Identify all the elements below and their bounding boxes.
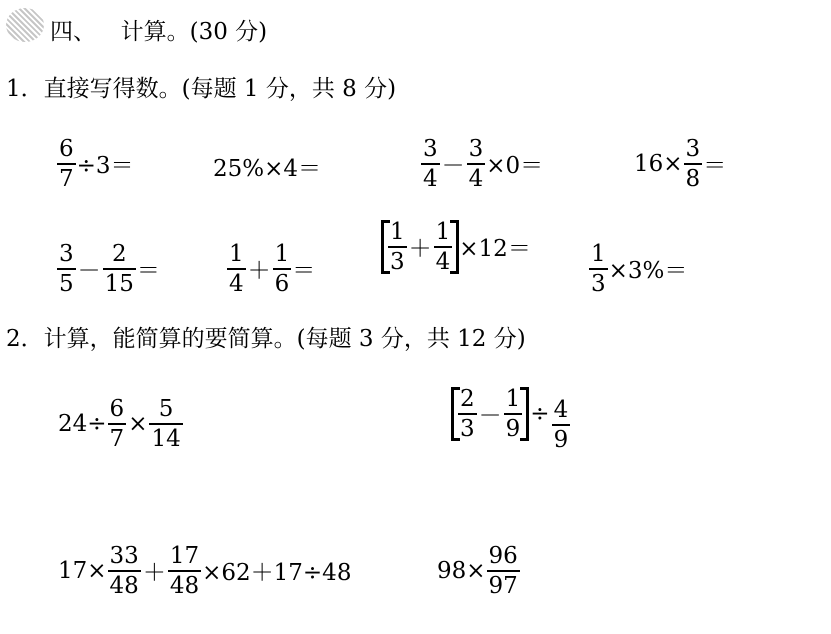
q1-expr-2: 25%×4＝: [213, 156, 322, 182]
fraction: $\frac{2}{15}$: [104, 241, 134, 297]
fraction: $\frac{3}{8}$: [685, 136, 701, 192]
question-2-heading: 2．计算，能简算的要简算。(每题 3 分，共 12 分): [6, 326, 526, 352]
q2-problem-2: $\frac{2}{3}$ － $\frac{1}{9}$ ÷ $\frac{4}{9}$: [451, 374, 571, 454]
q1-expr-3: $\frac{3}{4}$ － $\frac{3}{4}$ ×0＝: [423, 136, 544, 192]
fraction: $\frac{3}{5}$: [59, 241, 74, 297]
q1-expr-1: $\frac{6}{7}$ ÷3＝: [59, 136, 134, 192]
fraction: $\frac{4}{9}$: [553, 397, 569, 453]
parentheses: $\frac{1}{3}$ ＋ $\frac{1}{4}$: [381, 218, 459, 276]
parentheses: $\frac{2}{3}$ － $\frac{1}{9}$: [451, 385, 529, 443]
q1-expr-6: $\frac{1}{4}$ ＋ $\frac{1}{6}$ ＝: [229, 241, 316, 297]
section-heading: [50, 17, 267, 47]
question-1-heading: 1．直接写得数。(每题 1 分，共 8 分): [6, 76, 397, 102]
fraction: $\frac{5}{14}$: [151, 396, 181, 452]
fraction: $\frac{6}{7}$: [59, 136, 74, 192]
seal-stamp: [6, 8, 44, 42]
fraction: $\frac{2}{3}$: [460, 386, 475, 442]
fraction: $\frac{3}{4}$: [423, 136, 438, 192]
fraction: $\frac{33}{48}$: [109, 543, 139, 599]
fraction: $\frac{1}{4}$: [435, 219, 451, 275]
fraction: $\frac{1}{4}$: [229, 241, 244, 297]
q2-problem-4: 98× $\frac{96}{97}$: [437, 543, 518, 599]
fraction: $\frac{1}{3}$: [390, 219, 405, 275]
q2-problem-1: 24÷ $\frac{6}{7}$ × $\frac{5}{14}$: [58, 396, 181, 452]
q2-problem-3: 17× $\frac{33}{48}$ ＋ $\frac{17}{48}$ ×62＋17÷48: [58, 543, 352, 599]
q1-expr-4: 16× $\frac{3}{8}$ ＝: [634, 136, 727, 192]
fraction: $\frac{17}{48}$: [169, 543, 200, 599]
q1-expr-7: $\frac{1}{3}$ ＋ $\frac{1}{4}$ ×12＝: [381, 218, 531, 276]
fraction: $\frac{6}{7}$: [109, 396, 125, 452]
fraction: $\frac{1}{9}$: [505, 386, 521, 442]
fraction: $\frac{96}{97}$: [488, 543, 518, 599]
q1-expr-8: $\frac{1}{3}$ ×3%＝: [591, 241, 688, 297]
section-number: 四、: [50, 19, 96, 45]
fraction: $\frac{1}{6}$: [274, 241, 290, 297]
fraction: $\frac{1}{3}$: [591, 241, 606, 297]
fraction: $\frac{3}{4}$: [468, 136, 484, 192]
q1-expr-5: $\frac{3}{5}$ － $\frac{2}{15}$ ＝: [59, 241, 160, 297]
section-title: 计算。(30 分): [120, 19, 268, 45]
